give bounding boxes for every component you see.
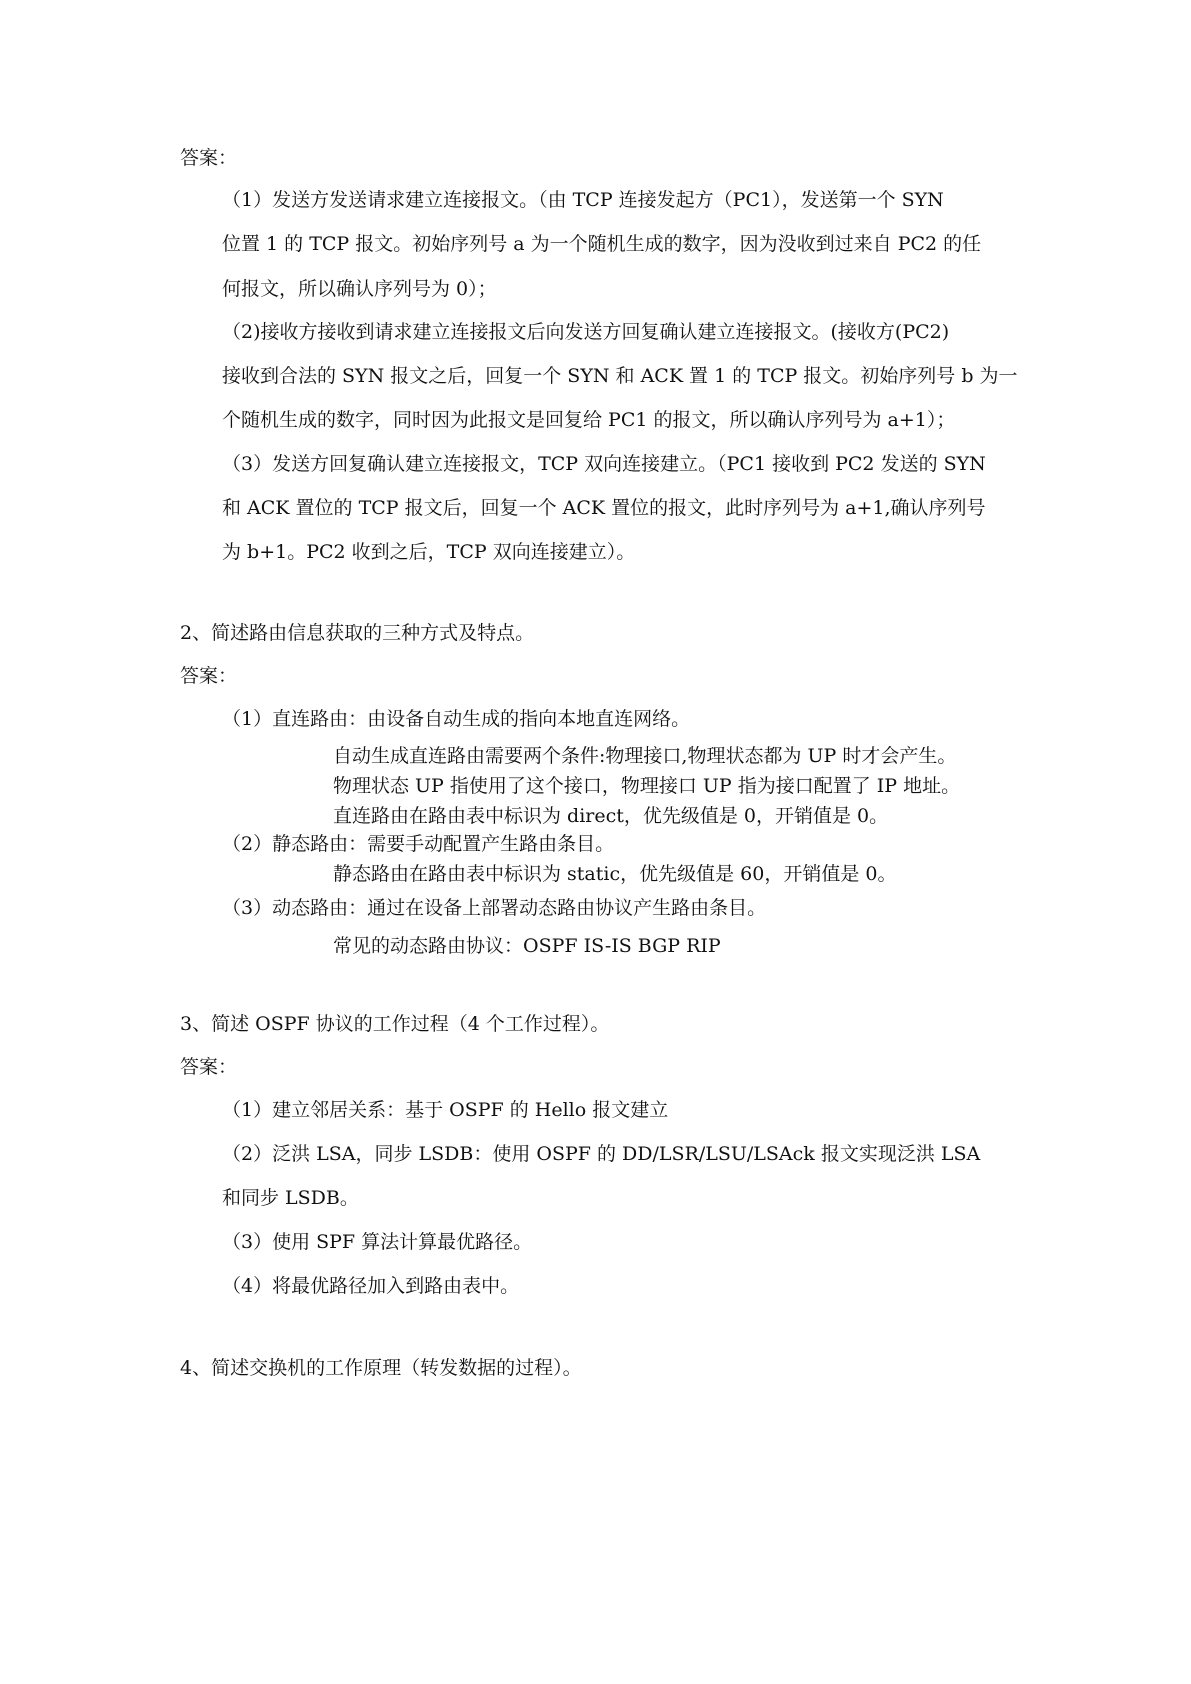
q2-item-2-detail: 静态路由在路由表中标识为 static，优先级值是 60，开销值是 0。 xyxy=(333,863,897,885)
q1-answer-line-3: 何报文，所以确认序列号为 0）； xyxy=(222,278,497,300)
q2-item-3: （3）动态路由：通过在设备上部署动态路由协议产生路由条目。 xyxy=(222,897,767,919)
q1-answer-line-9: 为 b+1。PC2 收到之后，TCP 双向连接建立）。 xyxy=(222,541,636,563)
q1-answer-line-4: （2)接收方接收到请求建立连接报文后向发送方回复确认建立连接报文。(接收方(PC2) xyxy=(222,321,950,343)
q1-answer-line-5: 接收到合法的 SYN 报文之后，回复一个 SYN 和 ACK 置 1 的 TCP 报文。初始序列号 b 为一 xyxy=(222,365,1018,387)
question-3-title: 3、简述 OSPF 协议的工作过程（4 个工作过程）。 xyxy=(180,1013,610,1035)
q1-answer-line-6: 个随机生成的数字，同时因为此报文是回复给 PC1 的报文，所以确认序列号为 a+1）； xyxy=(222,409,956,431)
question-2-title: 2、简述路由信息获取的三种方式及特点。 xyxy=(180,622,535,644)
q3-answer-line-3: 和同步 LSDB。 xyxy=(222,1187,359,1209)
answer-label: 答案： xyxy=(180,147,238,169)
q3-answer-line-1: （1）建立邻居关系：基于 OSPF 的 Hello 报文建立 xyxy=(222,1099,669,1121)
q2-item-1-detail-3: 直连路由在路由表中标识为 direct，优先级值是 0，开销值是 0。 xyxy=(333,805,889,827)
q1-answer-line-2: 位置 1 的 TCP 报文。初始序列号 a 为一个随机生成的数字，因为没收到过来自 PC2 的任 xyxy=(222,233,982,255)
q1-answer-line-8: 和 ACK 置位的 TCP 报文后，回复一个 ACK 置位的报文，此时序列号为 a+1,确认序列号 xyxy=(222,497,986,519)
q3-answer-line-2: （2）泛洪 LSA，同步 LSDB：使用 OSPF 的 DD/LSR/LSU/LSAck 报文实现泛洪 LSA xyxy=(222,1143,981,1165)
q2-item-3-detail: 常见的动态路由协议：OSPF IS-IS BGP RIP xyxy=(333,935,721,957)
question-4-title: 4、简述交换机的工作原理（转发数据的过程）。 xyxy=(180,1357,582,1379)
q2-item-1-detail-1: 自动生成直连路由需要两个条件:物理接口,物理状态都为 UP 时才会产生。 xyxy=(333,745,957,767)
q3-answer-line-5: （4）将最优路径加入到路由表中。 xyxy=(222,1275,520,1297)
answer-label: 答案： xyxy=(180,665,238,687)
q2-item-1-detail-2: 物理状态 UP 指使用了这个接口，物理接口 UP 指为接口配置了 IP 地址。 xyxy=(333,775,961,797)
q3-answer-line-4: （3）使用 SPF 算法计算最优路径。 xyxy=(222,1231,533,1253)
q1-answer-line-1: （1）发送方发送请求建立连接报文。（由 TCP 连接发起方（PC1），发送第一个 SYN xyxy=(222,189,944,211)
q2-item-2: （2）静态路由：需要手动配置产生路由条目。 xyxy=(222,833,615,855)
answer-label: 答案： xyxy=(180,1056,238,1078)
q2-item-1: （1）直连路由：由设备自动生成的指向本地直连网络。 xyxy=(222,708,691,730)
q1-answer-line-7: （3）发送方回复确认建立连接报文，TCP 双向连接建立。（PC1 接收到 PC2 发送的 SYN xyxy=(222,453,986,475)
